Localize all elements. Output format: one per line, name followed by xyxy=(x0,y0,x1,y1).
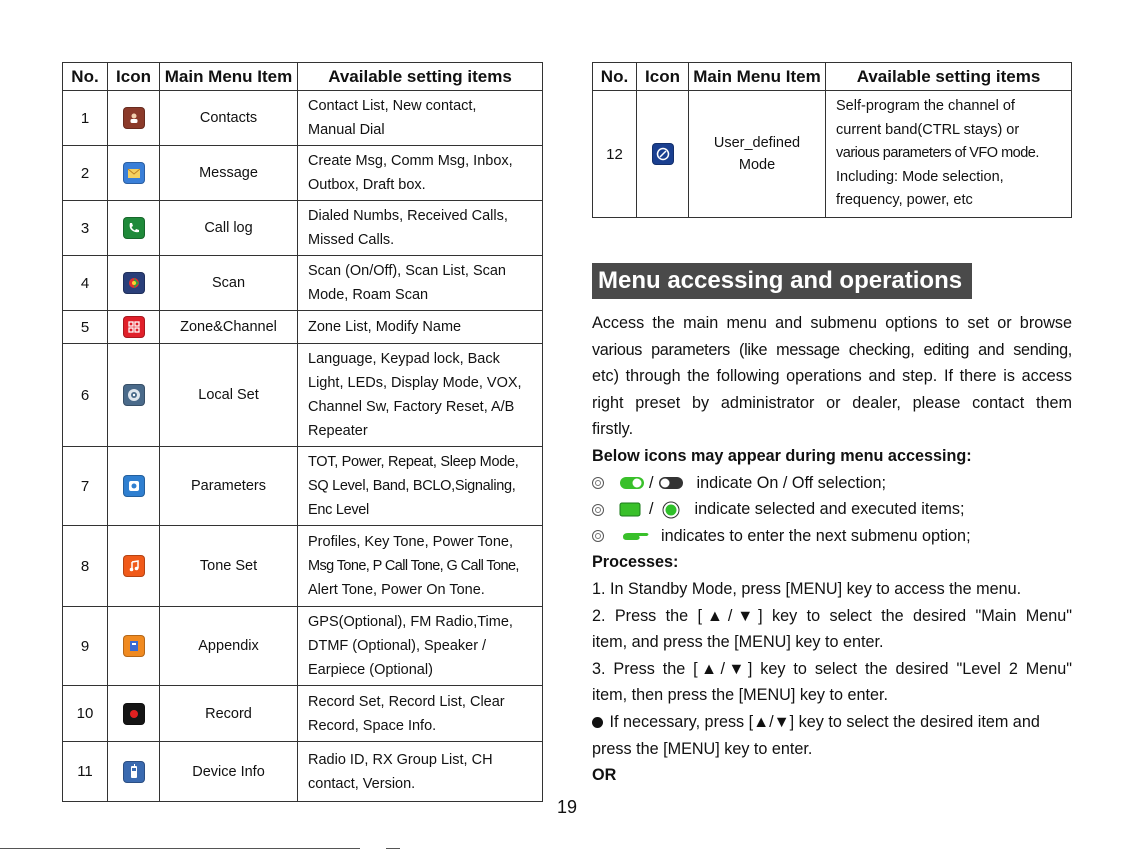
menu-item-name: Tone Set xyxy=(160,526,298,607)
row-number: 1 xyxy=(63,91,108,146)
table-row xyxy=(63,607,543,686)
setting-line: Create Msg, Comm Msg, Inbox, xyxy=(308,153,513,169)
setting-line: DTMF (Optional), Speaker / xyxy=(308,638,487,654)
menu-item-name: Scan xyxy=(160,256,298,311)
setting-items xyxy=(298,742,543,802)
menu-item-name-line1: User_defined xyxy=(713,135,801,151)
page-number: 19 xyxy=(556,797,578,817)
row-number: 11 xyxy=(63,742,108,802)
header-available-items: Available setting items xyxy=(826,63,1072,91)
setting-line: Alert Tone, Power On Tone. xyxy=(308,582,485,598)
circle-bullet-icon xyxy=(592,504,604,516)
row-number: 12 xyxy=(593,91,637,218)
setting-line: Scan (On/Off), Scan List, Scan xyxy=(308,263,506,279)
step-2-line-2: item, and press the [MENU] key to enter. xyxy=(592,633,884,652)
setting-line: Radio ID, RX Group List, CH xyxy=(308,751,493,768)
filled-bullet-icon xyxy=(592,717,603,728)
selected-square-icon xyxy=(619,502,641,518)
legend-text: indicate On / Off selection; xyxy=(696,473,887,492)
setting-line: TOT, Power, Repeat, Sleep Mode, xyxy=(308,454,519,470)
header-available-items: Available setting items xyxy=(298,63,543,91)
table-row xyxy=(593,91,1072,218)
table-row xyxy=(63,344,543,447)
setting-line: Record Set, Record List, Clear xyxy=(308,693,505,710)
setting-line: Mode, Roam Scan xyxy=(308,287,429,303)
menu-item-name: Appendix xyxy=(160,607,298,686)
table-header-row xyxy=(593,63,1072,91)
setting-line: various parameters of VFO mode. xyxy=(836,145,1039,162)
setting-line: Manual Dial xyxy=(308,122,385,138)
zone-channel-icon xyxy=(123,316,145,338)
setting-line: Profiles, Key Tone, Power Tone, xyxy=(308,534,513,550)
table-header-row xyxy=(63,63,543,91)
setting-items xyxy=(298,146,543,201)
body-text xyxy=(592,310,1072,789)
menu-item-name: Parameters xyxy=(160,447,298,526)
menu-item-name: Local Set xyxy=(160,344,298,447)
or-label: OR xyxy=(592,766,617,785)
row-number: 5 xyxy=(63,311,108,344)
setting-line: Record, Space Info. xyxy=(308,717,437,734)
circle-bullet-icon xyxy=(592,530,604,542)
table-row xyxy=(63,686,543,742)
step-3-line-1: 3. Press the [▲/▼] key to select the desired "Level 2 Menu" xyxy=(592,659,1072,678)
header-main-menu-item: Main Menu Item xyxy=(160,63,298,91)
tone-set-icon xyxy=(123,555,145,577)
table-row xyxy=(63,526,543,607)
table-row xyxy=(63,146,543,201)
setting-line: Self-program the channel of xyxy=(836,98,1015,115)
setting-line: Enc Level xyxy=(308,502,369,518)
step-3-line-2: item, then press the [MENU] key to enter. xyxy=(592,686,888,705)
legend-text: indicates to enter the next submenu option; xyxy=(661,526,971,545)
right-menu-table xyxy=(592,62,1072,218)
row-number: 2 xyxy=(63,146,108,201)
icon-legend-selected xyxy=(592,496,1072,523)
legend-text: indicate selected and executed items; xyxy=(694,500,965,519)
setting-line: Including: Mode selection, xyxy=(836,168,1004,185)
setting-items xyxy=(298,447,543,526)
menu-item-name: Contacts xyxy=(160,91,298,146)
separator: / xyxy=(649,473,654,492)
setting-items xyxy=(298,311,543,344)
row-number: 8 xyxy=(63,526,108,607)
toggle-off-icon xyxy=(658,476,684,490)
setting-line: Msg Tone, P Call Tone, G Call Tone, xyxy=(308,558,519,574)
call-log-icon xyxy=(123,217,145,239)
section-title: Menu accessing and operations xyxy=(592,263,972,299)
setting-items xyxy=(298,91,543,146)
table-row xyxy=(63,91,543,146)
separator: / xyxy=(649,500,654,519)
icon-legend-submenu xyxy=(592,523,1072,550)
intro-line: right preset by administrator or dealer, please contact them xyxy=(592,393,1072,412)
bullet-line-1 xyxy=(592,709,1072,736)
intro-line: various parameters (like message checking, editing and sending, xyxy=(592,340,1072,359)
circle-bullet-icon xyxy=(592,477,604,489)
intro-line: firstly. xyxy=(592,420,634,439)
setting-items xyxy=(298,526,543,607)
appendix-icon xyxy=(123,635,145,657)
row-number: 10 xyxy=(63,686,108,742)
table-row xyxy=(63,256,543,311)
contacts-icon xyxy=(123,107,145,129)
setting-items xyxy=(298,256,543,311)
setting-line: Channel Sw, Factory Reset, A/B xyxy=(308,399,515,415)
setting-line: Contact List, New contact, xyxy=(308,98,477,114)
setting-items xyxy=(298,201,543,256)
icons-heading: Below icons may appear during menu accessing: xyxy=(592,446,972,465)
menu-item-name: Message xyxy=(160,146,298,201)
header-no: No. xyxy=(593,63,637,91)
menu-item-name: Record xyxy=(160,686,298,742)
row-number: 6 xyxy=(63,344,108,447)
left-menu-table xyxy=(62,62,543,802)
table-row xyxy=(63,311,543,344)
setting-items xyxy=(298,686,543,742)
header-main-menu-item: Main Menu Item xyxy=(689,63,826,91)
device-info-icon xyxy=(123,761,145,783)
selected-circle-icon xyxy=(662,501,680,519)
row-number: 7 xyxy=(63,447,108,526)
table-row xyxy=(63,447,543,526)
intro-line: Access the main menu and submenu options to set or browse xyxy=(592,314,1072,332)
setting-line: SQ Level, Band, BCLO,Signaling, xyxy=(308,478,516,494)
message-icon xyxy=(123,162,145,184)
menu-item-name: Call log xyxy=(160,201,298,256)
scan-icon xyxy=(123,272,145,294)
processes-heading: Processes: xyxy=(592,553,679,572)
menu-item-name: Device Info xyxy=(160,742,298,802)
setting-items xyxy=(298,607,543,686)
menu-item-name: Zone&Channel xyxy=(160,311,298,344)
record-icon xyxy=(123,703,145,725)
setting-line: frequency, power, etc xyxy=(836,192,973,209)
bullet-text: If necessary, press [▲/▼] key to select the desired item and xyxy=(609,712,1040,731)
table-row xyxy=(63,742,543,802)
setting-line: Light, LEDs, Display Mode, VOX, xyxy=(308,375,522,391)
setting-items xyxy=(826,91,1072,218)
setting-line: Outbox, Draft box. xyxy=(308,177,426,193)
local-set-icon xyxy=(123,384,145,406)
menu-item-name xyxy=(689,91,826,218)
setting-line: Repeater xyxy=(308,423,368,439)
footer-mark xyxy=(386,848,400,849)
icon-legend-onoff xyxy=(592,470,1072,497)
step-2-line-1: 2. Press the [▲/▼] key to select the desired "Main Menu" xyxy=(592,606,1072,625)
setting-line: Earpiece (Optional) xyxy=(308,662,433,678)
pointing-hand-icon xyxy=(619,529,651,543)
header-no: No. xyxy=(63,63,108,91)
bullet-line-2: press the [MENU] key to enter. xyxy=(592,739,813,758)
setting-line: Dialed Numbs, Received Calls, xyxy=(308,208,508,224)
setting-line: GPS(Optional), FM Radio,Time, xyxy=(308,614,513,630)
setting-line: Language, Keypad lock, Back xyxy=(308,351,500,367)
parameters-icon xyxy=(123,475,145,497)
user-defined-icon xyxy=(652,143,674,165)
setting-items xyxy=(298,344,543,447)
header-icon: Icon xyxy=(108,63,160,91)
setting-line: Zone List, Modify Name xyxy=(308,319,462,335)
header-icon: Icon xyxy=(637,63,689,91)
setting-line: Missed Calls. xyxy=(308,232,395,248)
intro-line: etc) through the following operations and step. If there is access xyxy=(592,367,1072,386)
setting-line: contact, Version. xyxy=(308,775,416,792)
footer-divider xyxy=(0,848,360,849)
menu-item-name-line2: Mode xyxy=(738,157,776,173)
setting-line: current band(CTRL stays) or xyxy=(836,121,1020,138)
step-1: 1. In Standby Mode, press [MENU] key to access the menu. xyxy=(592,579,1022,598)
row-number: 9 xyxy=(63,607,108,686)
table-row xyxy=(63,201,543,256)
toggle-on-icon xyxy=(619,476,645,490)
row-number: 3 xyxy=(63,201,108,256)
row-number: 4 xyxy=(63,256,108,311)
